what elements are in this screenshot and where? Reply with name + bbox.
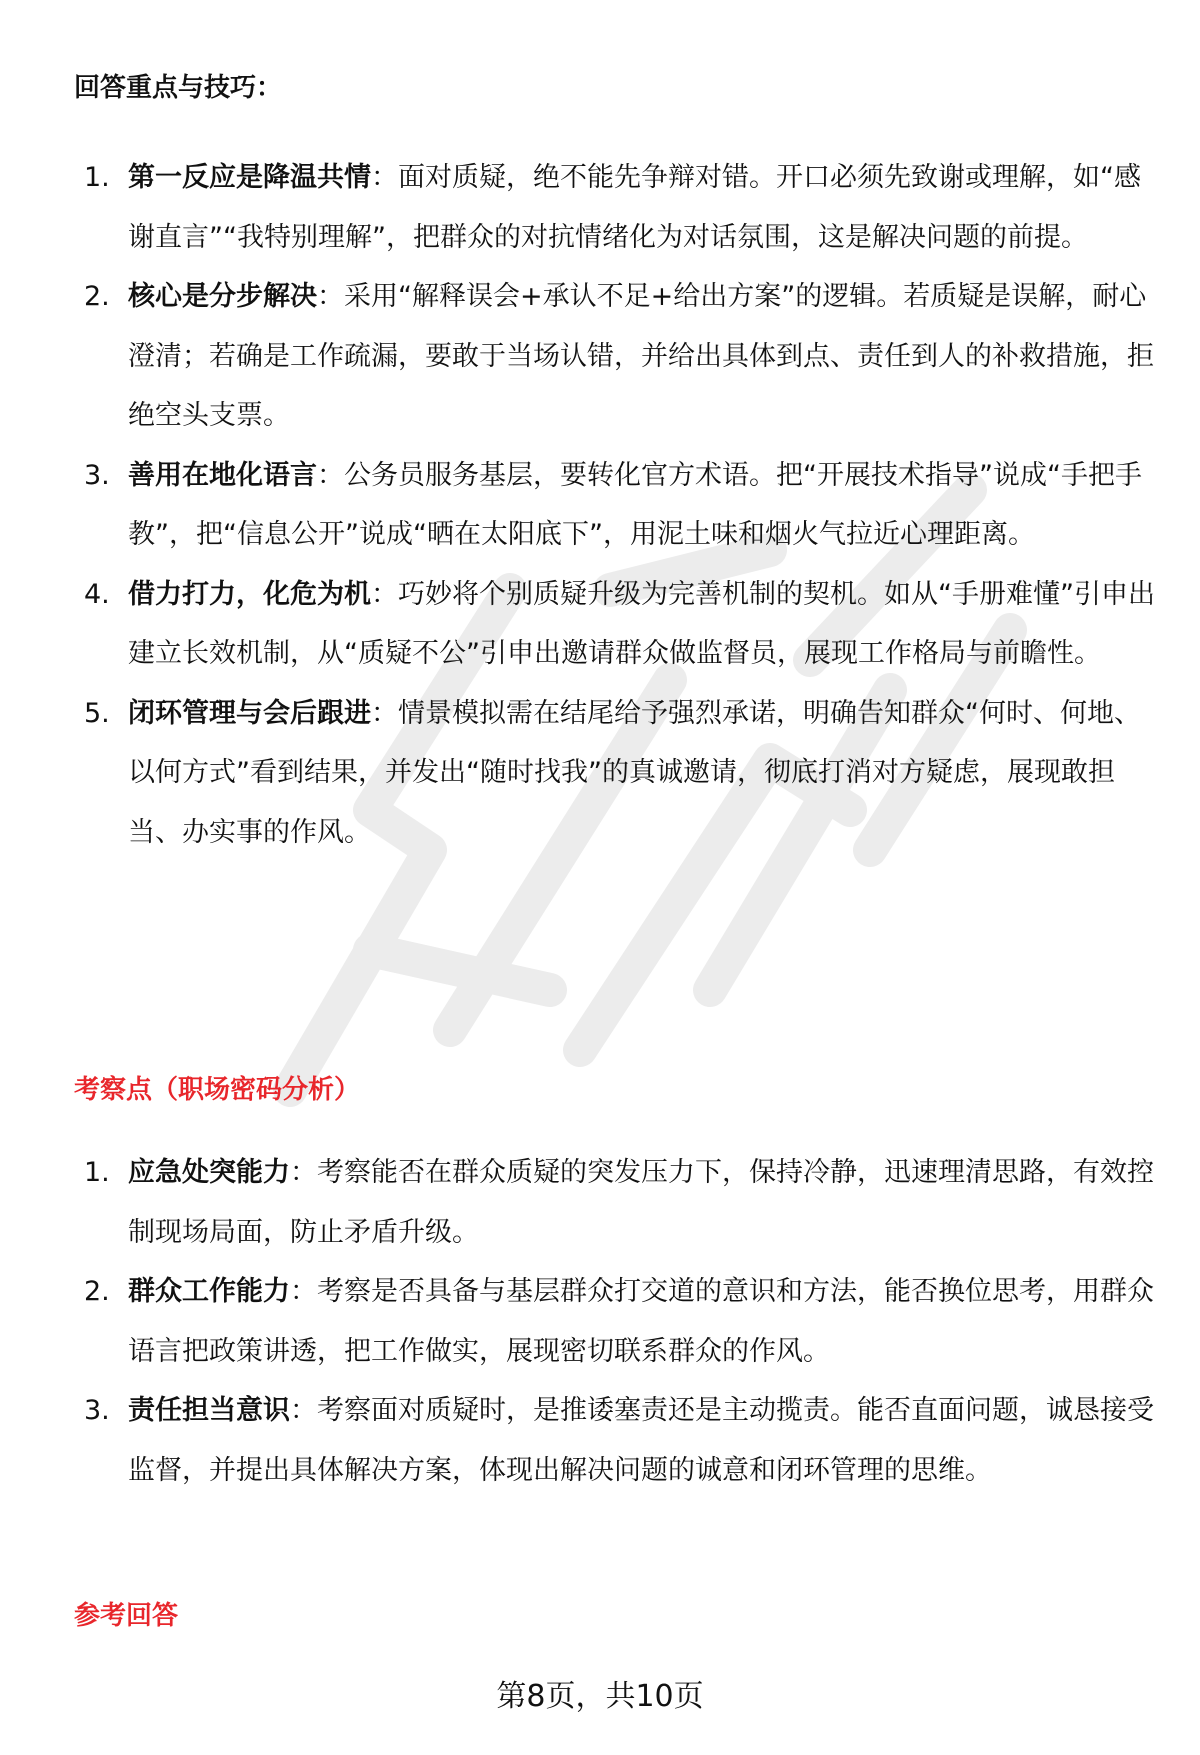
list-item: [0, 148, 1200, 267]
item-term: 善用在地化语言: [128, 459, 317, 491]
item-description: 考察能否在群众质疑的突发压力下，保持冷静，迅速理清思路，有效控制现场局面，防止矛盾升级。: [128, 1157, 1154, 1248]
item-number: 1.: [84, 1157, 110, 1188]
item-separator: ：: [317, 281, 344, 312]
item-term: 责任担当意识: [128, 1395, 290, 1426]
item-number: 5.: [84, 697, 110, 729]
item-number: 3.: [84, 459, 110, 491]
item-separator: ：: [371, 162, 398, 193]
item-description: 巧妙将个别质疑升级为完善机制的契机。如从“手册难懂”引申出建立长效机制，从“质疑不公”引申出邀请群众做监督员，展现工作格局与前瞻性。: [128, 578, 1155, 669]
section-heading-reference-answer: 参考回答: [74, 1601, 179, 1631]
item-description: 公务员服务基层，要转化官方术语。把“开展技术指导”说成“手把手教”，把“信息公开”说成“晒在太阳底下”，用泥土味和烟火气拉近心理距离。: [128, 459, 1142, 550]
item-number: 3.: [84, 1395, 110, 1426]
item-term: 应急处突能力: [128, 1157, 290, 1188]
techniques-list: [0, 148, 1200, 862]
list-item: [0, 446, 1200, 565]
list-item: [0, 684, 1200, 863]
item-number: 4.: [84, 578, 110, 610]
item-term: 第一反应是降温共情: [128, 162, 371, 193]
item-separator: ：: [290, 1395, 317, 1426]
item-description: 面对质疑，绝不能先争辩对错。开口必须先致谢或理解，如“感谢直言”“我特别理解”，把群众的对抗情绪化为对话氛围，这是解决问题的前提。: [128, 162, 1141, 253]
list-item: [0, 1262, 1200, 1381]
item-number: 2.: [84, 281, 110, 312]
item-term: 核心是分步解决: [128, 281, 317, 312]
list-item: [0, 1143, 1200, 1262]
item-separator: ：: [371, 697, 398, 729]
item-term: 借力打力，化危为机: [128, 578, 371, 610]
section-heading-exam-points: 考察点（职场密码分析）: [74, 1075, 361, 1105]
list-item: [0, 1381, 1200, 1500]
item-number: 2.: [84, 1276, 110, 1307]
item-separator: ：: [317, 459, 344, 491]
item-description: 情景模拟需在结尾给予强烈承诺，明确告知群众“何时、何地、以何方式”看到结果，并发出“随时找我”的真诚邀请，彻底打消对方疑虑，展现敢担当、办实事的作风。: [128, 697, 1141, 848]
exam-points-list: [0, 1143, 1200, 1500]
list-item: [0, 565, 1200, 684]
item-separator: ：: [371, 578, 398, 610]
item-term: 闭环管理与会后跟进: [128, 697, 371, 729]
page-footer: 第8页，共10页: [496, 1679, 704, 1714]
item-number: 1.: [84, 162, 110, 193]
item-separator: ：: [290, 1157, 317, 1188]
item-description: 考察是否具备与基层群众打交道的意识和方法，能否换位思考，用群众语言把政策讲透，把工作做实，展现密切联系群众的作风。: [128, 1276, 1154, 1367]
item-description: 采用“解释误会+承认不足+给出方案”的逻辑。若质疑是误解，耐心澄清；若确是工作疏漏，要敢于当场认错，并给出具体到点、责任到人的补救措施，拒绝空头支票。: [128, 281, 1154, 431]
item-description: 考察面对质疑时，是推诿塞责还是主动揽责。能否直面问题，诚恳接受监督，并提出具体解决方案，体现出解决问题的诚意和闭环管理的思维。: [128, 1395, 1154, 1486]
item-term: 群众工作能力: [128, 1276, 290, 1307]
section-heading-techniques: 回答重点与技巧：: [74, 73, 283, 103]
item-separator: ：: [290, 1276, 317, 1307]
list-item: [0, 267, 1200, 446]
